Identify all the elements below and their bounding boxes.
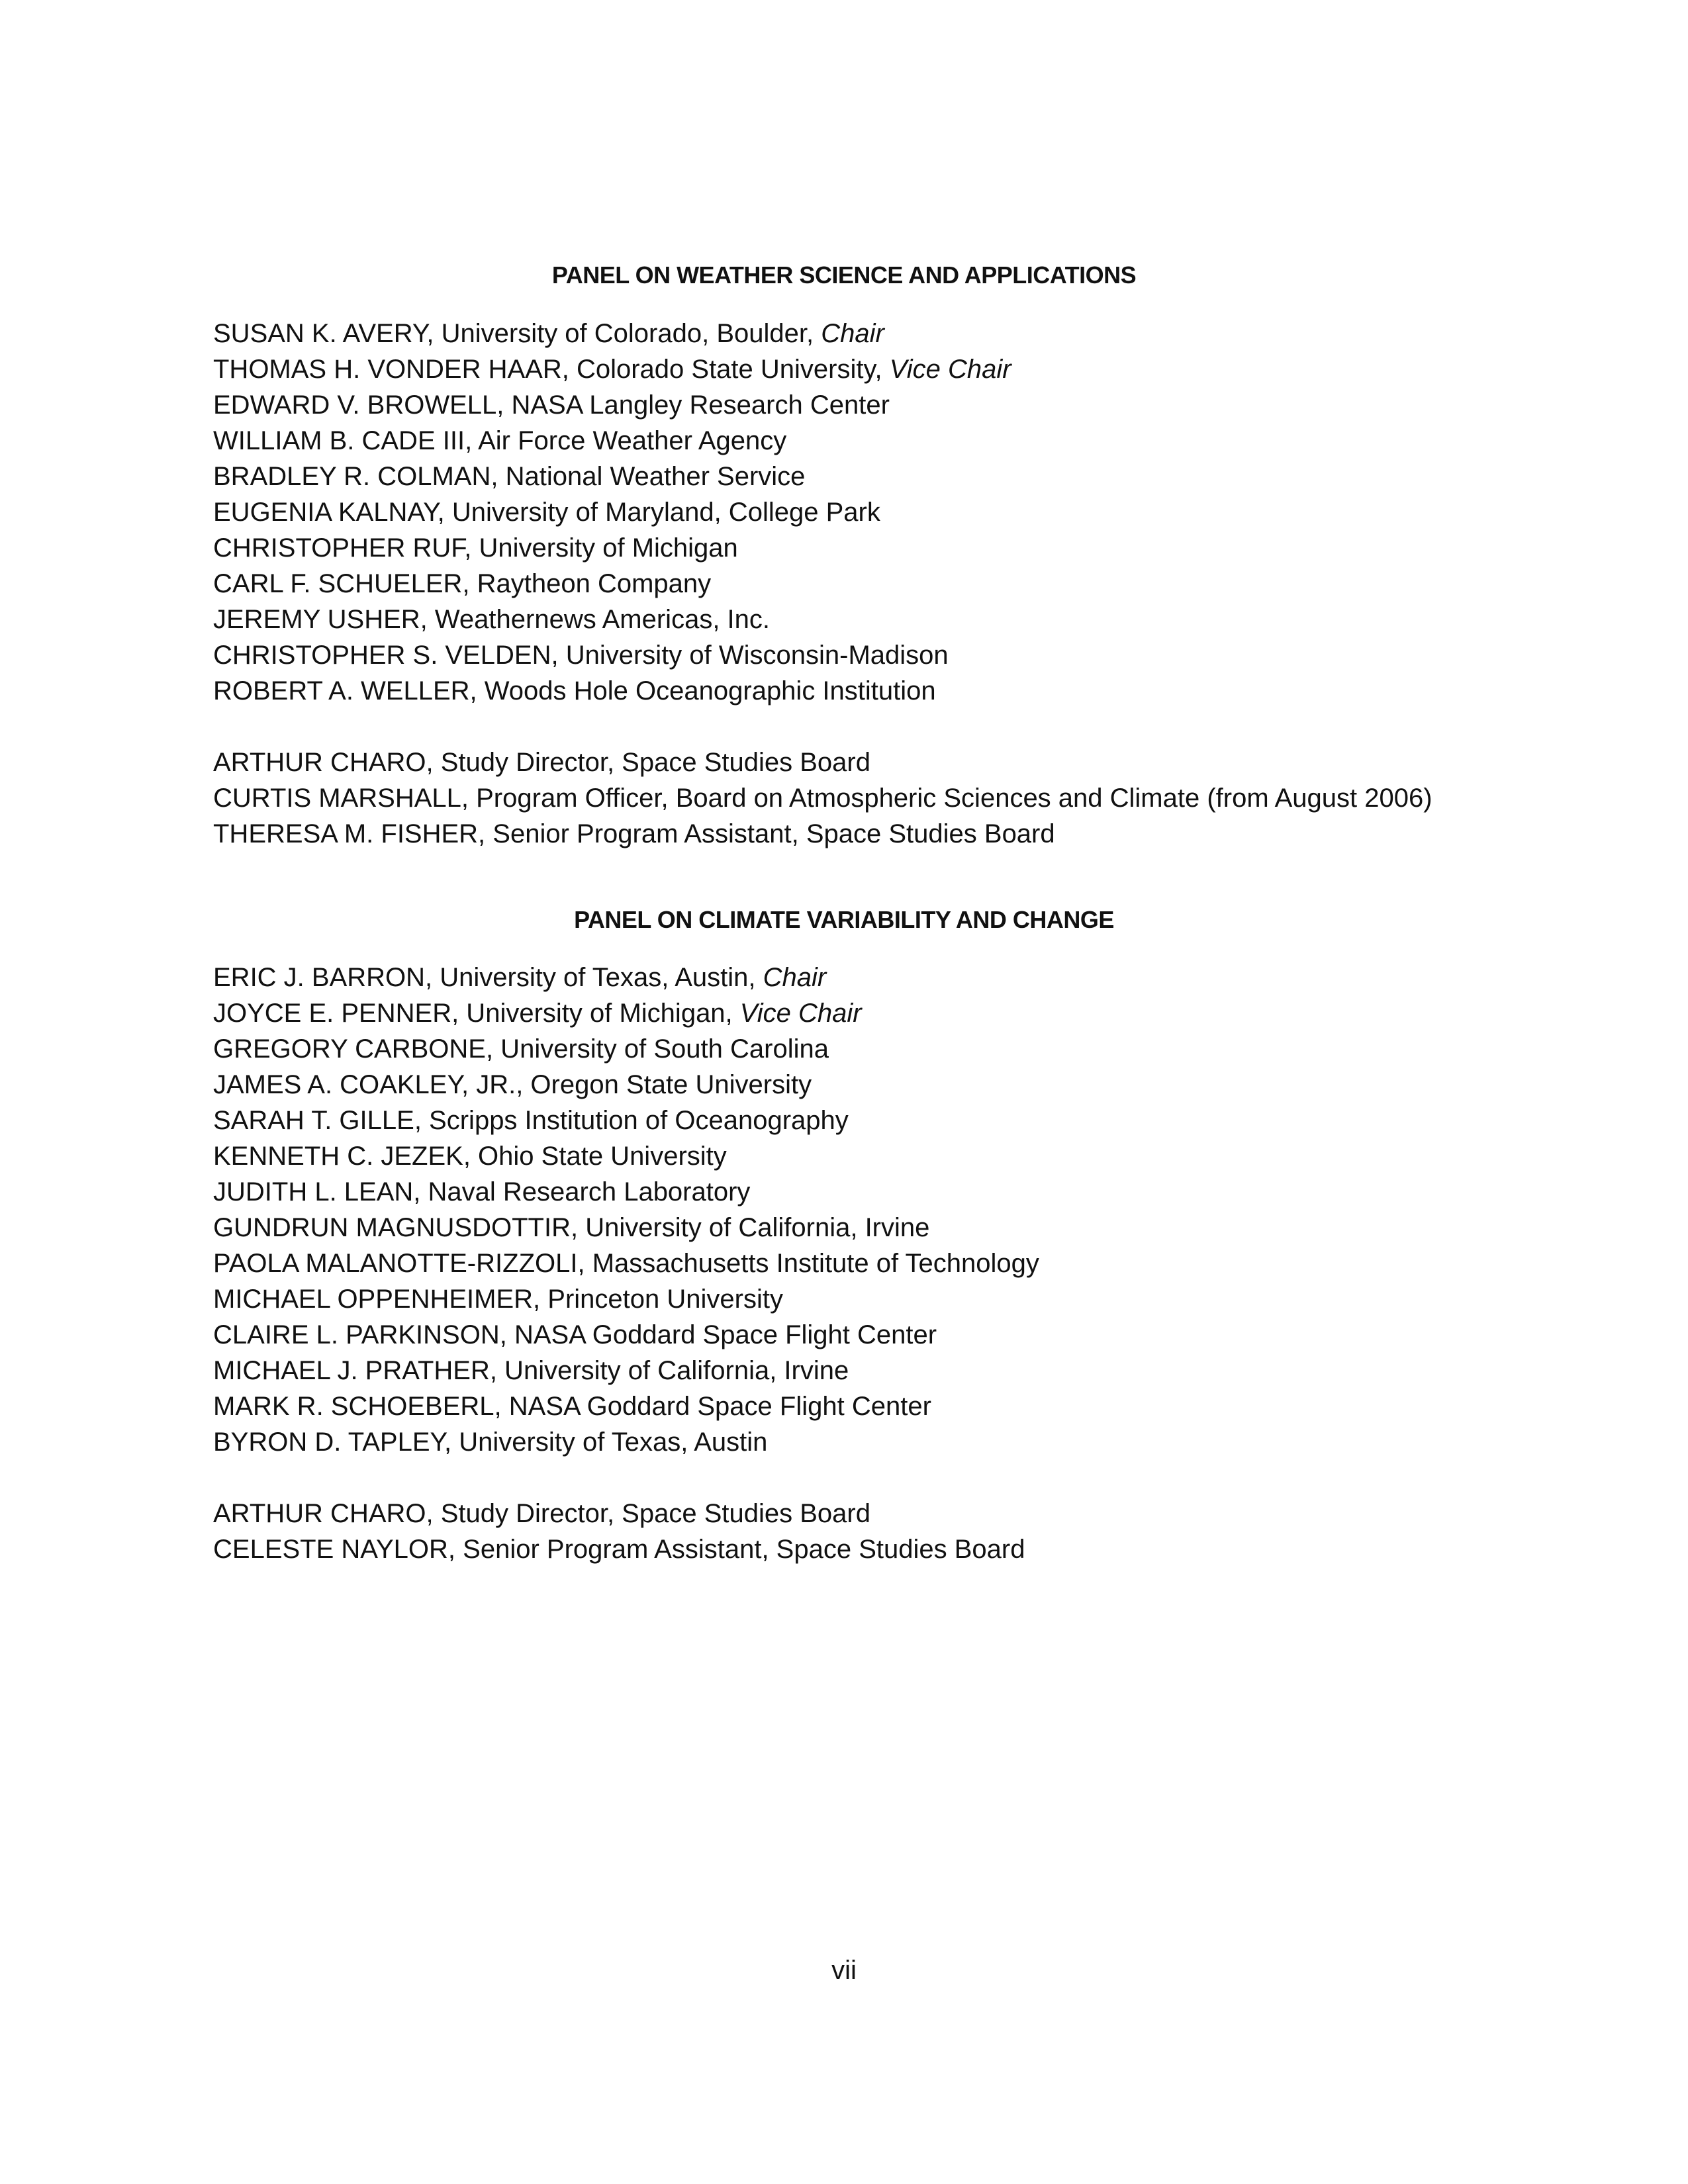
member-entry: CHRISTOPHER RUF, University of Michigan — [213, 533, 738, 563]
member-entry: WILLIAM B. CADE III, Air Force Weather Agency — [213, 426, 787, 455]
member-entry: ERIC J. BARRON, University of Texas, Austin, — [213, 963, 763, 992]
member-entry: SARAH T. GILLE, Scripps Institution of Oceanography — [213, 1106, 849, 1135]
list-item — [213, 602, 1537, 637]
list-item — [213, 387, 1537, 423]
member-entry: THOMAS H. VONDER HAAR, Colorado State University, — [213, 355, 890, 384]
list-item — [213, 1353, 1537, 1388]
staff-item: ARTHUR CHARO, Study Director, Space Studies Board — [213, 748, 870, 777]
list-item — [213, 1031, 1537, 1067]
list-item — [213, 1174, 1537, 1210]
member-entry: JEREMY USHER, Weathernews Americas, Inc. — [213, 605, 771, 634]
member-entry: JOYCE E. PENNER, University of Michigan, — [213, 999, 740, 1028]
climate-panel-heading: PANEL ON CLIMATE VARIABILITY AND CHANGE — [574, 906, 1114, 933]
climate-panel-staff-list — [213, 1496, 1537, 1567]
weather-panel-heading: PANEL ON WEATHER SCIENCE AND APPLICATIONS — [551, 261, 1137, 289]
member-entry: ROBERT A. WELLER, Woods Hole Oceanographic Institution — [213, 676, 936, 705]
list-item — [213, 530, 1537, 566]
list-item — [213, 1317, 1537, 1353]
list-item — [213, 459, 1537, 494]
staff-item: CURTIS MARSHALL, Program Officer, Board on Atmospheric Sciences and Climate (from August 2006) — [213, 784, 1432, 813]
staff-item: THERESA M. FISHER, Senior Program Assistant, Space Studies Board — [213, 819, 1055, 848]
list-item — [213, 351, 1537, 387]
weather-panel-member-list — [213, 316, 1537, 709]
member-entry: JUDITH L. LEAN, Naval Research Laboratory — [213, 1177, 751, 1206]
member-entry: GREGORY CARBONE, University of South Carolina — [213, 1034, 829, 1064]
list-item — [213, 1103, 1537, 1138]
member-entry: KENNETH C. JEZEK, Ohio State University — [213, 1142, 727, 1171]
member-entry: BYRON D. TAPLEY, University of Texas, Austin — [213, 1428, 768, 1457]
staff-item: CELESTE NAYLOR, Senior Program Assistant, Space Studies Board — [213, 1535, 1025, 1564]
list-item — [213, 995, 1537, 1031]
member-entry: CHRISTOPHER S. VELDEN, University of Wisconsin-Madison — [213, 641, 949, 670]
list-item — [213, 1424, 1537, 1460]
member-role: Chair — [821, 319, 884, 348]
member-entry: SUSAN K. AVERY, University of Colorado, Boulder, — [213, 319, 821, 348]
list-item — [213, 494, 1537, 530]
list-item — [213, 1388, 1537, 1424]
member-entry: EUGENIA KALNAY, University of Maryland, College Park — [213, 498, 880, 527]
member-entry: GUNDRUN MAGNUSDOTTIR, University of California, Irvine — [213, 1213, 930, 1242]
staff-item: ARTHUR CHARO, Study Director, Space Studies Board — [213, 1499, 870, 1528]
page-number: vii — [831, 1956, 857, 1985]
member-entry: CARL F. SCHUELER, Raytheon Company — [213, 569, 712, 598]
list-item — [213, 673, 1537, 709]
member-entry: MARK R. SCHOEBERL, NASA Goddard Space Flight Center — [213, 1392, 931, 1421]
member-role: Chair — [763, 963, 827, 992]
member-entry: PAOLA MALANOTTE-RIZZOLI, Massachusetts Institute of Technology — [213, 1249, 1039, 1278]
list-item — [213, 1281, 1537, 1317]
list-item — [213, 316, 1537, 351]
list-item — [213, 1246, 1537, 1281]
climate-panel-member-list — [213, 960, 1537, 1460]
list-item — [213, 960, 1537, 995]
list-item — [213, 1210, 1537, 1246]
list-item — [213, 1067, 1537, 1103]
member-entry: BRADLEY R. COLMAN, National Weather Service — [213, 462, 806, 491]
member-entry: MICHAEL OPPENHEIMER, Princeton University — [213, 1285, 783, 1314]
list-item — [213, 566, 1537, 602]
member-entry: JAMES A. COAKLEY, JR., Oregon State University — [213, 1070, 812, 1099]
member-entry: CLAIRE L. PARKINSON, NASA Goddard Space Flight Center — [213, 1320, 937, 1349]
list-item — [213, 637, 1537, 673]
weather-panel-staff-list — [213, 745, 1537, 852]
list-item — [213, 1138, 1537, 1174]
list-item — [213, 423, 1537, 459]
member-role: Vice Chair — [739, 999, 862, 1028]
member-role: Vice Chair — [889, 355, 1011, 384]
member-entry: EDWARD V. BROWELL, NASA Langley Research Center — [213, 390, 890, 420]
member-entry: MICHAEL J. PRATHER, University of California, Irvine — [213, 1356, 849, 1385]
